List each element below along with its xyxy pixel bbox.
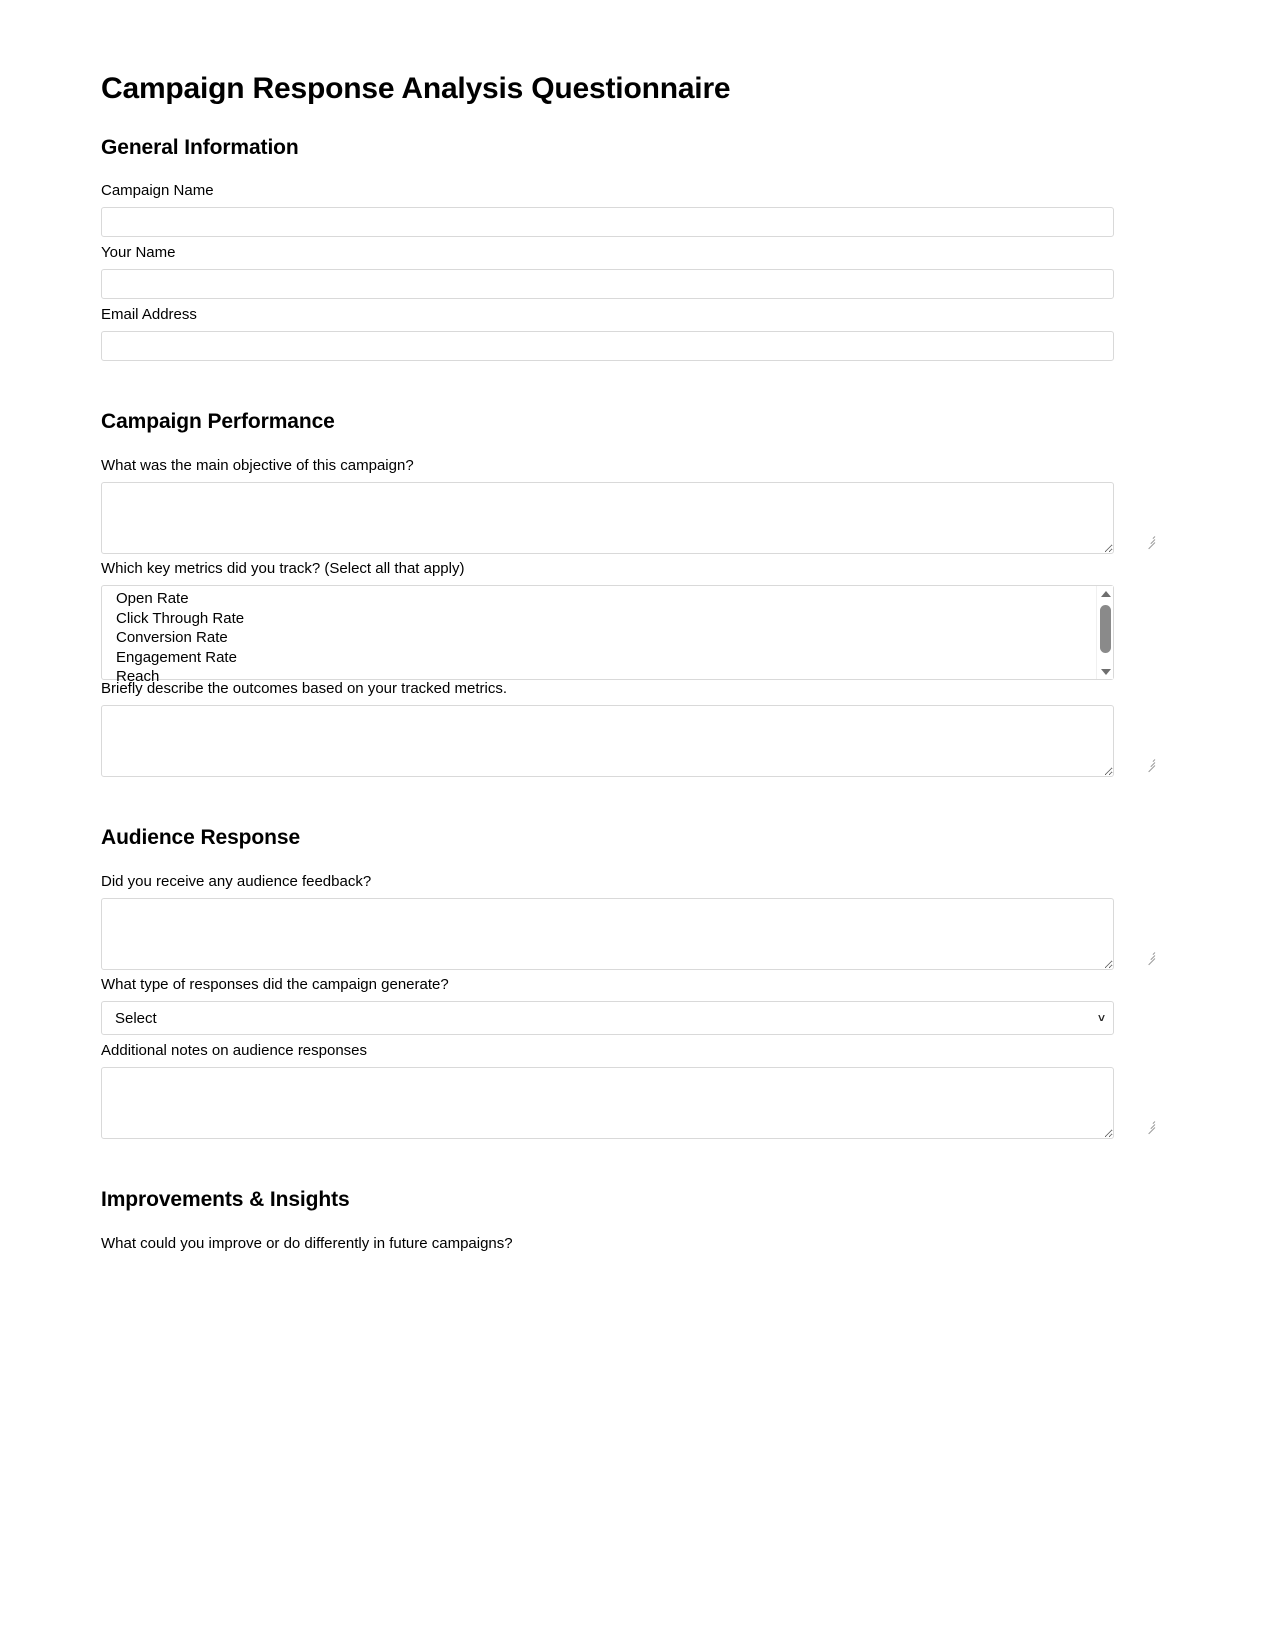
section-title-improvements-insights: Improvements & Insights (101, 1188, 350, 1212)
label-key-metrics: Which key metrics did you track? (Select all that apply) (101, 559, 465, 577)
your-name-input[interactable] (101, 269, 1114, 299)
label-future-improvements: What could you improve or do differently in future campaigns? (101, 1234, 513, 1252)
listbox-scrollbar[interactable] (1096, 586, 1113, 679)
section-title-audience-response: Audience Response (101, 826, 301, 850)
label-email-address: Email Address (101, 306, 197, 324)
label-campaign-name: Campaign Name (101, 181, 214, 199)
section-general-information (101, 135, 1158, 362)
audience-notes-textarea[interactable] (101, 1067, 1114, 1139)
chevron-down-icon: ˅ (1097, 1011, 1105, 1026)
campaign-name-input[interactable] (101, 207, 1114, 237)
page-title: Campaign Response Analysis Questionnaire (101, 72, 731, 105)
audience-feedback-textarea[interactable] (101, 898, 1114, 970)
main-objective-textarea[interactable] (101, 482, 1114, 554)
resize-handle-icon (1144, 1119, 1156, 1131)
audience-feedback-field (101, 898, 1158, 970)
scroll-down-arrow-icon[interactable] (1097, 664, 1114, 679)
key-metrics-options (102, 586, 1096, 687)
section-campaign-performance (101, 409, 1158, 777)
listbox-option[interactable]: Reach (116, 668, 160, 686)
main-objective-field (101, 482, 1158, 554)
section-title-campaign-performance: Campaign Performance (101, 410, 335, 434)
section-title-general-information: General Information (101, 135, 299, 159)
key-metrics-listbox[interactable] (101, 585, 1114, 686)
section-audience-response (101, 825, 1158, 1139)
label-audience-feedback: Did you receive any audience feedback? (101, 872, 372, 890)
listbox-option[interactable]: Open Rate (116, 590, 189, 608)
label-outcomes: Briefly describe the outcomes based on your tracked metrics. (101, 680, 508, 698)
scroll-up-arrow-icon[interactable] (1097, 586, 1114, 601)
resize-handle-icon (1144, 534, 1156, 546)
scrollbar-thumb[interactable] (1100, 605, 1111, 653)
audience-notes-field (101, 1067, 1158, 1139)
label-audience-notes: Additional notes on audience responses (101, 1042, 368, 1060)
response-type-select[interactable] (101, 1001, 1114, 1035)
label-your-name: Your Name (101, 243, 176, 261)
listbox-option[interactable]: Click Through Rate (116, 609, 245, 627)
outcomes-field (101, 705, 1158, 777)
response-type-select-value[interactable]: Select (101, 1001, 1114, 1035)
resize-handle-icon (1144, 757, 1156, 769)
resize-handle-icon (1144, 950, 1156, 962)
label-response-type: What type of responses did the campaign generate? (101, 975, 449, 993)
listbox-option[interactable]: Conversion Rate (116, 629, 228, 647)
section-improvements-insights (101, 1187, 1158, 1252)
outcomes-textarea[interactable] (101, 705, 1114, 777)
email-address-input[interactable] (101, 331, 1114, 361)
listbox-option[interactable]: Engagement Rate (116, 648, 237, 666)
label-main-objective: What was the main objective of this campaign? (101, 456, 414, 474)
